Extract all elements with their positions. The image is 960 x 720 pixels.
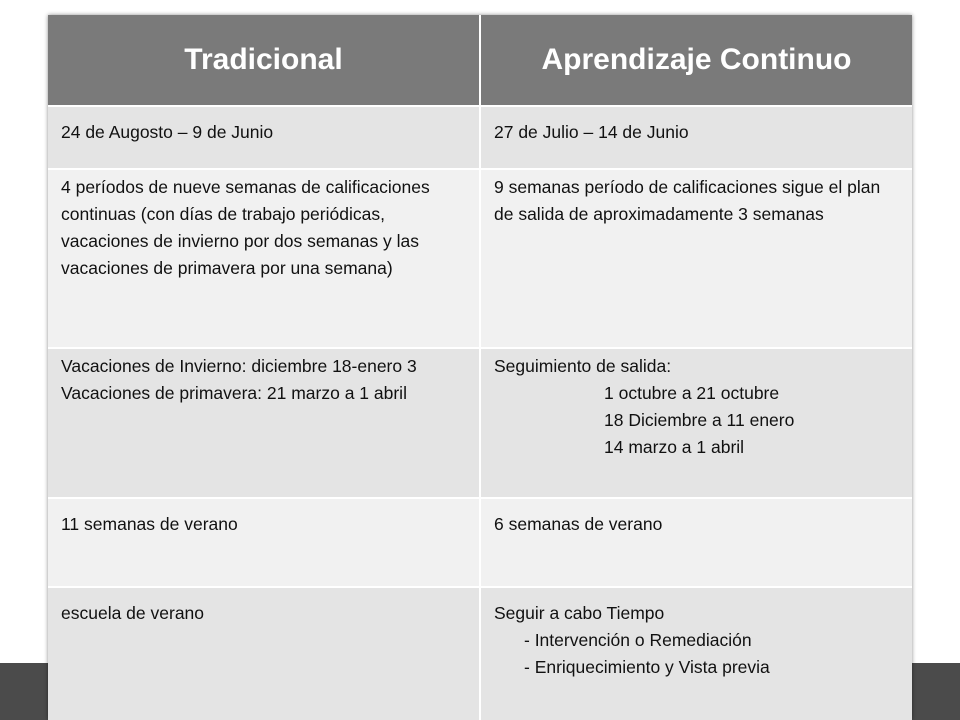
cell-traditional-dates xyxy=(48,106,480,169)
cell-traditional-vacations xyxy=(48,348,480,498)
cell-text: 27 de Julio – 14 de Junio xyxy=(494,122,689,142)
header-row xyxy=(48,15,912,106)
cell-continuous-periods xyxy=(480,169,912,348)
cell-text: - Enriquecimiento y Vista previa xyxy=(524,656,770,677)
table-row xyxy=(48,587,912,720)
cell-text: 24 de Augosto – 9 de Junio xyxy=(61,122,274,142)
cell-traditional-summer-school xyxy=(48,587,480,720)
cell-text: 18 Diciembre a 11 enero xyxy=(604,409,795,430)
comparison-table xyxy=(48,15,912,720)
cell-continuous-extra-time xyxy=(480,587,912,720)
footer-bar-left xyxy=(0,663,48,720)
cell-text: 14 marzo a 1 abril xyxy=(604,436,745,457)
cell-traditional-summer xyxy=(48,498,480,587)
cell-continuous-summer xyxy=(480,498,912,587)
cell-text: Vacaciones de primavera: 21 marzo a 1 abril xyxy=(61,382,407,403)
comparison-table-container xyxy=(48,15,912,720)
cell-text: 11 semanas de verano xyxy=(61,513,238,534)
table-row xyxy=(48,498,912,587)
cell-text: 6 semanas de verano xyxy=(494,513,663,534)
header-continuous-learning: Aprendizaje Continuo xyxy=(480,15,912,106)
cell-text: 4 períodos de nueve semanas de calificaciones continuas (con días de trabajo periódicas, vacaciones de invierno por dos semanas y las vacaciones de primavera por una semana) xyxy=(61,176,430,278)
cell-text: Seguimiento de salida: xyxy=(494,355,672,376)
table-row xyxy=(48,106,912,169)
cell-text: 1 octubre a 21 octubre xyxy=(604,382,780,403)
cell-traditional-periods xyxy=(48,169,480,348)
table-row xyxy=(48,348,912,498)
cell-continuous-intersessions xyxy=(480,348,912,498)
table-row xyxy=(48,169,912,348)
footer-bar-right xyxy=(912,663,960,720)
cell-text: Seguir a cabo Tiempo xyxy=(494,602,665,623)
cell-text: - Intervención o Remediación xyxy=(524,629,752,650)
cell-text: 9 semanas período de calificaciones sigue el plan de salida de aproximadamente 3 semanas xyxy=(494,176,881,224)
cell-text: Vacaciones de Invierno: diciembre 18-enero 3 xyxy=(61,355,417,376)
header-traditional: Tradicional xyxy=(48,15,480,106)
cell-continuous-dates xyxy=(480,106,912,169)
cell-text: escuela de verano xyxy=(61,602,205,623)
